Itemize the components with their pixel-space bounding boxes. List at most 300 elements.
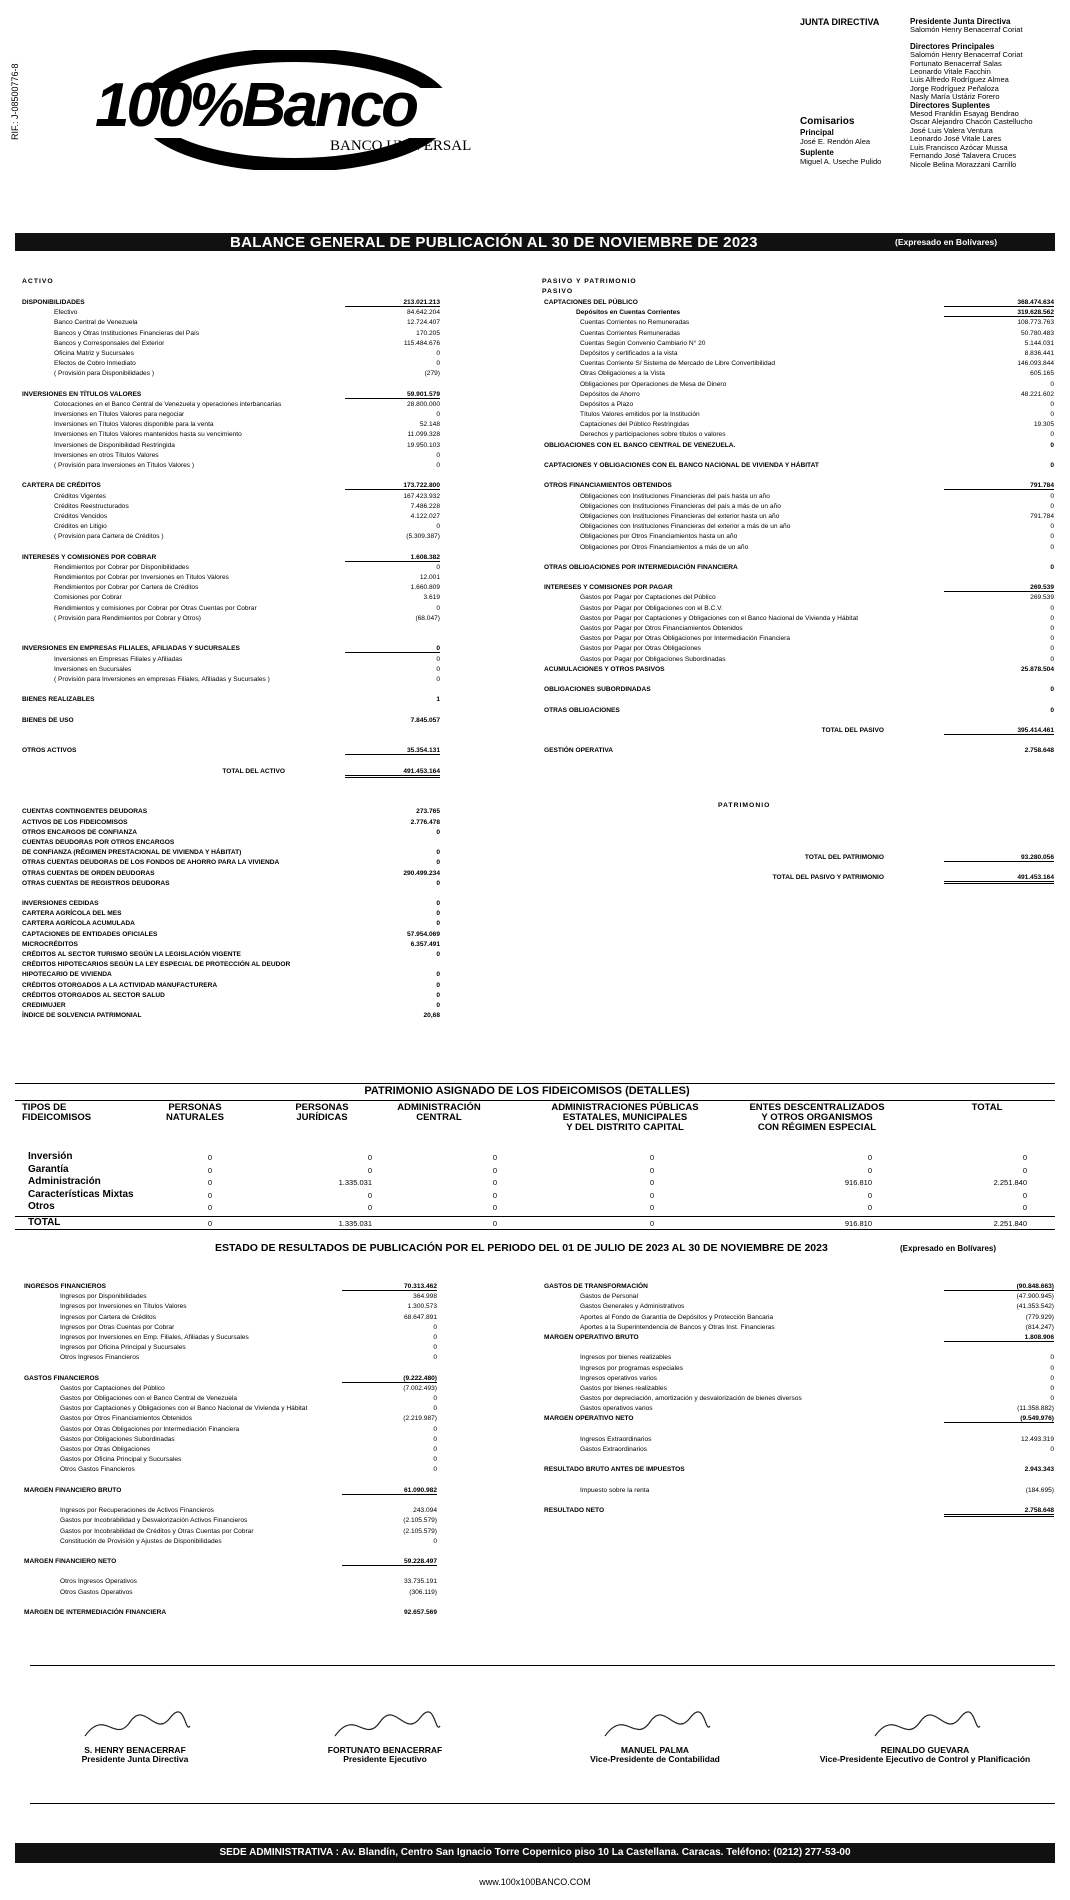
line-value: 0 — [1050, 431, 1054, 439]
line-label: Otros Ingresos Operativos — [60, 1578, 137, 1586]
line-value: 12.724.407 — [406, 319, 440, 327]
principales-title: Directores Principales — [910, 41, 995, 51]
line-value: 0 — [433, 1537, 437, 1545]
line-label: Cuentas Corriente S/ Sistema de Mercado de Libre Convertibilidad — [580, 360, 775, 368]
director-name: José Luis Valera Ventura — [910, 125, 993, 135]
line-label: TOTAL DEL PATRIMONIO — [804, 854, 884, 861]
line-value: 0 — [436, 675, 440, 683]
line-label: Títulos Valores emitidos por la Institución — [580, 411, 700, 419]
line-item — [22, 340, 440, 350]
director-name: Leonardo Vitale Facchin — [910, 67, 991, 77]
line-label: Efectivo — [54, 309, 78, 317]
line-label: Créditos en Litigio — [54, 523, 107, 531]
table-row — [22, 1176, 1032, 1189]
spacer — [544, 676, 1054, 686]
line-value: 33.735.191 — [403, 1578, 437, 1586]
line-label: OBLIGACIONES SUBORDINADAS — [544, 686, 651, 694]
line-label: Ingresos por Cartera de Créditos — [60, 1313, 157, 1321]
line-item — [544, 686, 1054, 696]
line-value: (41.353.542) — [1016, 1303, 1054, 1311]
line-item — [22, 808, 440, 818]
line-value: 35.354.131 — [345, 747, 440, 755]
line-item — [22, 992, 440, 1002]
table-row — [22, 1151, 1032, 1164]
line-value: 0 — [436, 563, 440, 571]
line-value: 0 — [436, 879, 440, 887]
line-label: Obligaciones con Instituciones Financieras del país hasta un año — [580, 492, 770, 500]
line-item — [24, 1487, 437, 1497]
line-item — [22, 1002, 440, 1012]
spacer — [22, 381, 440, 391]
line-item — [22, 982, 440, 992]
line-value: 273.765 — [416, 808, 440, 816]
line-item — [24, 1344, 437, 1354]
line-item — [24, 1283, 437, 1293]
cell-value: 0 — [649, 1165, 654, 1175]
line-value: 0 — [1050, 380, 1054, 388]
line-item — [544, 666, 1054, 676]
rif-number: RIF.: J-08500776-8 — [10, 63, 20, 140]
line-item — [544, 391, 1054, 401]
line-item — [22, 584, 440, 594]
line-label: Ingresos por Inversiones en Emp. Filiales, Afiliadas y Sucursales — [60, 1333, 249, 1341]
row-name: Inversión — [28, 1151, 73, 1162]
line-item — [24, 1354, 437, 1364]
director-name: Nicole Belina Morazzani Carrillo — [910, 159, 1017, 169]
line-value: 0 — [1050, 1354, 1054, 1362]
line-item — [544, 1507, 1054, 1517]
line-value: 368.474.634 — [944, 299, 1054, 307]
line-item — [24, 1528, 437, 1538]
line-value: 0 — [1050, 492, 1054, 500]
line-value: (9.222.480) — [342, 1375, 437, 1383]
principal-name: José E. Rendón Alea — [800, 136, 871, 146]
website-link[interactable]: www.100x100BANCO.COM — [479, 1877, 591, 1887]
line-value: 19.950.103 — [406, 441, 440, 449]
spacer — [544, 1456, 1054, 1466]
line-item — [22, 309, 440, 319]
line-value: 2.758.648 — [944, 1507, 1054, 1517]
line-item — [22, 594, 440, 604]
line-value: 0 — [1050, 706, 1054, 714]
line-item — [544, 1314, 1054, 1324]
column-header: TOTAL — [971, 1102, 1003, 1113]
spacer — [24, 1477, 437, 1487]
column-header: ADMINISTRACIONES PÚBLICAS ESTATALES, MUNICIPALES Y DEL DISTRITO CAPITAL — [551, 1102, 699, 1133]
line-item — [22, 676, 440, 686]
line-label: Captaciones del Público Restringidas — [580, 421, 690, 429]
line-value: 0 — [433, 1446, 437, 1453]
line-value: 70.313.462 — [342, 1283, 437, 1291]
line-item — [544, 747, 1054, 757]
line-item — [22, 961, 440, 971]
line-value: 491.453.164 — [345, 768, 440, 778]
row-name: Garantía — [28, 1163, 69, 1175]
line-label: ACUMULACIONES Y OTROS PASIVOS — [544, 665, 665, 673]
line-value: 0 — [1050, 400, 1054, 408]
spacer — [22, 788, 440, 798]
line-value: 0 — [433, 1466, 437, 1474]
line-value: 0 — [436, 360, 440, 368]
line-value: 7.486.228 — [410, 502, 440, 510]
line-label: Aportes a la Superintendencia de Bancos y Otras Inst. Financieras — [580, 1323, 775, 1331]
spacer — [22, 472, 440, 482]
line-label: Depósitos a Plazo — [580, 400, 634, 408]
cell-value: 0 — [367, 1165, 372, 1175]
line-value: (814.247) — [1025, 1323, 1054, 1331]
table-row — [22, 1164, 1032, 1177]
line-label: Gastos Extraordinarios — [580, 1446, 648, 1453]
line-label: Inversiones en Títulos Valores mantenidos hasta su vencimiento — [54, 431, 242, 439]
line-label: Inversiones en Empresas Filiales y Afiliadas — [54, 655, 183, 663]
line-value: 50.780.483 — [1020, 329, 1054, 337]
line-label: Otros Ingresos Financieros — [60, 1354, 140, 1362]
cell-value: 0 — [367, 1203, 372, 1212]
line-label: Ingresos por Disponibilidades — [60, 1293, 147, 1301]
line-value: 0 — [436, 349, 440, 357]
line-value: 0 — [1050, 462, 1054, 469]
line-item — [22, 350, 440, 360]
line-label: Ingresos por bienes realizables — [580, 1354, 672, 1362]
line-label: OTRAS OBLIGACIONES POR INTERMEDIACIÓN FINANCIERA — [544, 563, 738, 571]
line-item — [22, 829, 440, 839]
director-name: Jorge Rodríguez Peñaloza — [910, 83, 999, 93]
line-label: Obligaciones con Instituciones Financieras del país a más de un año — [580, 502, 781, 510]
line-value: 0 — [1050, 441, 1054, 449]
signer-name: FORTUNATO BENACERRAF — [327, 1745, 443, 1755]
line-value: 0 — [436, 828, 440, 836]
cell-value: 0 — [649, 1190, 654, 1200]
line-item — [544, 854, 1054, 864]
line-item — [544, 370, 1054, 380]
line-value: 0 — [433, 1456, 437, 1464]
line-label: INVERSIONES CEDIDAS — [22, 900, 99, 908]
line-value: 0 — [436, 1001, 440, 1009]
line-item — [22, 391, 440, 401]
cell-value: 0 — [1022, 1153, 1027, 1162]
line-item — [544, 1446, 1054, 1456]
line-value: 0 — [1050, 1395, 1054, 1403]
line-label: OTRAS CUENTAS DE REGISTROS DEUDORAS — [22, 879, 170, 887]
line-value: 0 — [436, 665, 440, 673]
line-item — [22, 645, 440, 655]
line-label: Gastos por Pagar por Otras Obligaciones — [580, 645, 701, 653]
table-row — [22, 1189, 1032, 1202]
pres-name: Salomón Henry Benacerraf Coriat — [910, 25, 1023, 35]
line-label: Bancos y Corresponsales del Exterior — [54, 339, 165, 347]
line-item — [22, 554, 440, 564]
line-item — [22, 370, 440, 380]
line-item — [22, 482, 440, 492]
cell-value: 0 — [649, 1153, 654, 1162]
line-label: Obligaciones con Instituciones Financieras del exterior a más de un año — [580, 523, 791, 531]
line-label: Rendimientos por Cobrar por Disponibilidades — [54, 563, 189, 571]
line-value: 25.878.504 — [1020, 665, 1054, 673]
spacer — [544, 717, 1054, 727]
line-value: 0 — [1050, 563, 1054, 571]
suplente-name: Miguel A. Useche Pulido — [800, 156, 882, 166]
line-value: (90.848.663) — [944, 1283, 1054, 1291]
cell-value: 0 — [1022, 1165, 1027, 1175]
line-item — [544, 1375, 1054, 1385]
line-label: OTROS ACTIVOS — [22, 747, 77, 755]
line-label: INVERSIONES EN TÍTULOS VALORES — [22, 390, 142, 398]
line-item — [544, 493, 1054, 503]
line-item — [22, 839, 440, 849]
line-item — [22, 533, 440, 543]
line-value: 213.021.213 — [345, 299, 440, 307]
line-value: 59.228.497 — [342, 1558, 437, 1566]
line-label: Oficina Matriz y Sucursales — [54, 349, 134, 357]
line-item — [24, 1517, 437, 1527]
line-item — [544, 1303, 1054, 1313]
director-name: Luis Alfredo Rodríguez Almea — [910, 75, 1009, 85]
line-item — [544, 1283, 1054, 1293]
line-label: MARGEN FINANCIERO NETO — [24, 1558, 117, 1566]
line-value: 0 — [1050, 523, 1054, 531]
spacer — [544, 1497, 1054, 1507]
cell-value: 0 — [207, 1218, 212, 1228]
line-item — [22, 431, 440, 441]
line-label: ÍNDICE DE SOLVENCIA PATRIMONIAL — [22, 1012, 142, 1020]
line-label: GASTOS DE TRANSFORMACIÓN — [544, 1283, 648, 1290]
line-value: 1.300.573 — [407, 1303, 437, 1311]
line-item — [544, 1293, 1054, 1303]
fideicomisos-header — [22, 1103, 1032, 1145]
line-item — [22, 717, 440, 727]
line-value: 0 — [436, 462, 440, 469]
line-item — [22, 574, 440, 584]
spacer — [22, 890, 440, 900]
line-label: Otras Obligaciones a la Vista — [580, 370, 665, 378]
line-label: ( Provisión para Disponibilidades ) — [54, 370, 155, 378]
line-item — [22, 319, 440, 329]
director-name: Salomón Henry Benacerraf Coriat — [910, 50, 1023, 60]
cell-value: 0 — [867, 1165, 872, 1175]
line-item — [544, 309, 1054, 319]
line-label: Depósitos y certificados a la vista — [580, 349, 678, 357]
pasivo-column — [544, 299, 1054, 757]
line-value: 0 — [433, 1354, 437, 1362]
line-value: 2.758.648 — [1024, 747, 1054, 755]
line-value: 0 — [1050, 543, 1054, 551]
line-label: Gastos de Personal — [580, 1293, 638, 1301]
line-label: TOTAL DEL ACTIVO — [222, 767, 285, 775]
line-label: OTRAS OBLIGACIONES — [544, 706, 620, 714]
line-value: 0 — [1050, 655, 1054, 663]
line-label: CUENTAS DEUDORAS POR OTROS ENCARGOS — [22, 838, 175, 846]
line-item — [22, 910, 440, 920]
line-value: 491.453.164 — [944, 874, 1054, 884]
line-value: 0 — [436, 951, 440, 958]
cell-value: 0 — [492, 1165, 497, 1175]
line-value: 364.998 — [413, 1293, 437, 1301]
signer-role: Vice-Presidente de Contabilidad — [590, 1754, 720, 1764]
line-label: INGRESOS FINANCIEROS — [24, 1283, 107, 1290]
line-item — [544, 656, 1054, 666]
line-item — [544, 533, 1054, 543]
line-value: (184.695) — [1025, 1486, 1054, 1494]
line-value: 0 — [1050, 1374, 1054, 1382]
line-value: 0 — [433, 1405, 437, 1413]
line-label: Gastos operativos varios — [580, 1405, 653, 1413]
line-item — [544, 482, 1054, 492]
line-item — [24, 1456, 437, 1466]
line-item — [22, 900, 440, 910]
line-value: 173.722.800 — [345, 482, 440, 490]
line-item — [22, 768, 440, 778]
line-value: 0 — [436, 900, 440, 908]
director-name: Mesod Franklin Esayag Bendrao — [910, 109, 1019, 119]
line-label: Gastos por Obligaciones con el Banco Central de Venezuela — [60, 1395, 238, 1403]
line-item — [24, 1609, 437, 1619]
line-item — [544, 1334, 1054, 1344]
line-value: 19.305 — [1033, 421, 1054, 429]
line-item — [24, 1385, 437, 1395]
line-label: RESULTADO NETO — [544, 1507, 605, 1515]
line-label: Ingresos por Recuperaciones de Activos Financieros — [60, 1507, 214, 1515]
line-label: INVERSIONES EN EMPRESAS FILIALES, AFILIADAS Y SUCURSALES — [22, 645, 240, 653]
resultados-expresado: (Expresado en Bolívares) — [900, 1244, 997, 1253]
line-value: 7.845.057 — [410, 716, 440, 724]
line-label: MICROCRÉDITOS — [22, 940, 78, 948]
line-label: Aportes al Fondo de Garantía de Depósitos y Protección Bancaria — [580, 1313, 774, 1321]
line-value: 12.493.319 — [1020, 1435, 1054, 1443]
line-value: (68.047) — [415, 614, 440, 622]
line-value: 605.165 — [1030, 370, 1054, 378]
line-value: 0 — [1050, 1384, 1054, 1392]
line-label: Obligaciones con Instituciones Financieras del exterior hasta un año — [580, 512, 780, 520]
cell-value: 0 — [867, 1190, 872, 1200]
line-label: Gastos Generales y Administrativos — [580, 1303, 685, 1311]
signer-name: S. HENRY BENACERRAF — [84, 1745, 186, 1755]
line-value: 0 — [436, 523, 440, 531]
line-item — [544, 1385, 1054, 1395]
line-value: (306.119) — [409, 1588, 437, 1596]
line-item — [544, 1466, 1054, 1476]
line-label: Gastos por Incobrabilidad de Créditos y Otras Cuentas por Cobrar — [60, 1527, 254, 1535]
line-label: OTRAS CUENTAS DE ORDEN DEUDORAS — [22, 869, 155, 877]
comisarios-label: Comisarios — [800, 116, 855, 127]
line-label: CAPTACIONES Y OBLIGACIONES CON EL BANCO NACIONAL DE VIVIENDA Y HÁBITAT — [544, 462, 819, 469]
director-name: Leonardo José Vitale Lares — [910, 134, 1002, 144]
line-value: 0 — [436, 981, 440, 989]
spacer — [22, 757, 440, 767]
line-value: 0 — [436, 991, 440, 999]
line-value: 0 — [1050, 411, 1054, 419]
line-item — [544, 442, 1054, 452]
line-value: 0 — [433, 1323, 437, 1331]
cell-value: 0 — [649, 1178, 654, 1187]
spacer — [544, 737, 1054, 747]
line-label: Gastos por Captaciones del Público — [60, 1384, 165, 1392]
line-label: Gastos por Obligaciones Subordinadas — [60, 1435, 175, 1443]
spacer — [22, 707, 440, 717]
line-value: 0 — [436, 910, 440, 918]
line-value: (7.002.493) — [403, 1384, 437, 1392]
line-value: 0 — [1050, 686, 1054, 694]
line-label: MARGEN DE INTERMEDIACIÓN FINANCIERA — [24, 1609, 167, 1616]
line-label: ( Provisión para Inversiones en Títulos Valores ) — [54, 462, 195, 469]
line-value: (279) — [424, 370, 440, 378]
line-item — [544, 645, 1054, 655]
line-value: 2.776.478 — [410, 818, 440, 826]
line-item — [22, 462, 440, 472]
line-value: 2.943.343 — [1024, 1466, 1054, 1474]
line-label: Ingresos por Inversiones en Títulos Valores — [60, 1303, 187, 1311]
line-item — [544, 615, 1054, 625]
line-value: 1.660.809 — [410, 584, 440, 592]
line-value: 11.099.328 — [407, 431, 440, 439]
line-item — [22, 747, 440, 757]
line-label: DISPONIBILIDADES — [22, 299, 85, 306]
line-value: 0 — [433, 1425, 437, 1433]
line-value: 20,68 — [423, 1012, 440, 1020]
table-row — [22, 1217, 1032, 1230]
suplentes-title: Directores Suplentes — [910, 100, 991, 110]
line-item — [24, 1446, 437, 1456]
line-item — [544, 330, 1054, 340]
row-name: Características Mixtas — [28, 1188, 134, 1200]
line-item — [24, 1293, 437, 1303]
line-item — [24, 1558, 437, 1568]
line-value: 61.090.982 — [342, 1487, 437, 1495]
balance-title: BALANCE GENERAL DE PUBLICACIÓN AL 30 DE NOVIEMBRE DE 2023 — [230, 234, 758, 251]
line-value: 0 — [345, 645, 440, 653]
line-item — [544, 635, 1054, 645]
line-value: 92.657.569 — [403, 1609, 437, 1616]
line-label: Obligaciones por Otros Financiamientos hasta un año — [580, 533, 738, 541]
director-name: Fortunato Benacerraf Salas — [910, 58, 1002, 68]
line-item — [24, 1589, 437, 1599]
line-label: Cuentas Corrientes no Remuneradas — [580, 319, 690, 327]
line-item — [22, 523, 440, 533]
line-value: 0 — [436, 411, 440, 419]
line-item — [24, 1538, 437, 1548]
signature-block — [810, 1708, 1040, 1764]
line-item — [544, 1405, 1054, 1415]
column-header: ENTES DESCENTRALIZADOS Y OTROS ORGANISMOS CON RÉGIMEN ESPECIAL — [749, 1102, 885, 1133]
director-name: Oscar Alejandro Chacón Castellucho — [910, 117, 1033, 127]
line-label: CUENTAS CONTINGENTES DEUDORAS — [22, 808, 148, 816]
line-value: 319.628.562 — [944, 309, 1054, 317]
cell-value: 2.251.840 — [993, 1218, 1027, 1228]
line-item — [544, 1415, 1054, 1425]
line-label: Ingresos por Otras Cuentas por Cobrar — [60, 1323, 175, 1331]
line-label: Gastos por Otros Financiamientos Obtenidos — [60, 1415, 192, 1423]
activo-column — [22, 299, 440, 1022]
spacer — [24, 1568, 437, 1578]
cell-value: 0 — [1022, 1190, 1027, 1200]
line-label: CREDIMUJER — [22, 1001, 66, 1009]
line-item — [22, 299, 440, 309]
line-item — [544, 319, 1054, 329]
cell-value: 0 — [207, 1203, 212, 1212]
line-item — [544, 513, 1054, 523]
line-label: OTRAS CUENTAS DEUDORAS DE LOS FONDOS DE AHORRO PARA LA VIVIENDA — [22, 859, 280, 867]
line-label: OBLIGACIONES CON EL BANCO CENTRAL DE VENEZUELA. — [544, 441, 736, 449]
line-value: 108.773.763 — [1017, 319, 1054, 327]
patrimonio-label: PATRIMONIO — [718, 802, 771, 809]
line-label: INTERESES Y COMISIONES POR COBRAR — [22, 553, 157, 561]
line-item — [22, 656, 440, 666]
pasivo-sub-label: PASIVO — [542, 288, 574, 295]
line-label: INTERESES Y COMISIONES POR PAGAR — [544, 584, 673, 592]
cell-value: 0 — [207, 1190, 212, 1200]
line-item — [22, 859, 440, 869]
spacer — [22, 778, 440, 788]
cell-value: 0 — [1022, 1203, 1027, 1212]
